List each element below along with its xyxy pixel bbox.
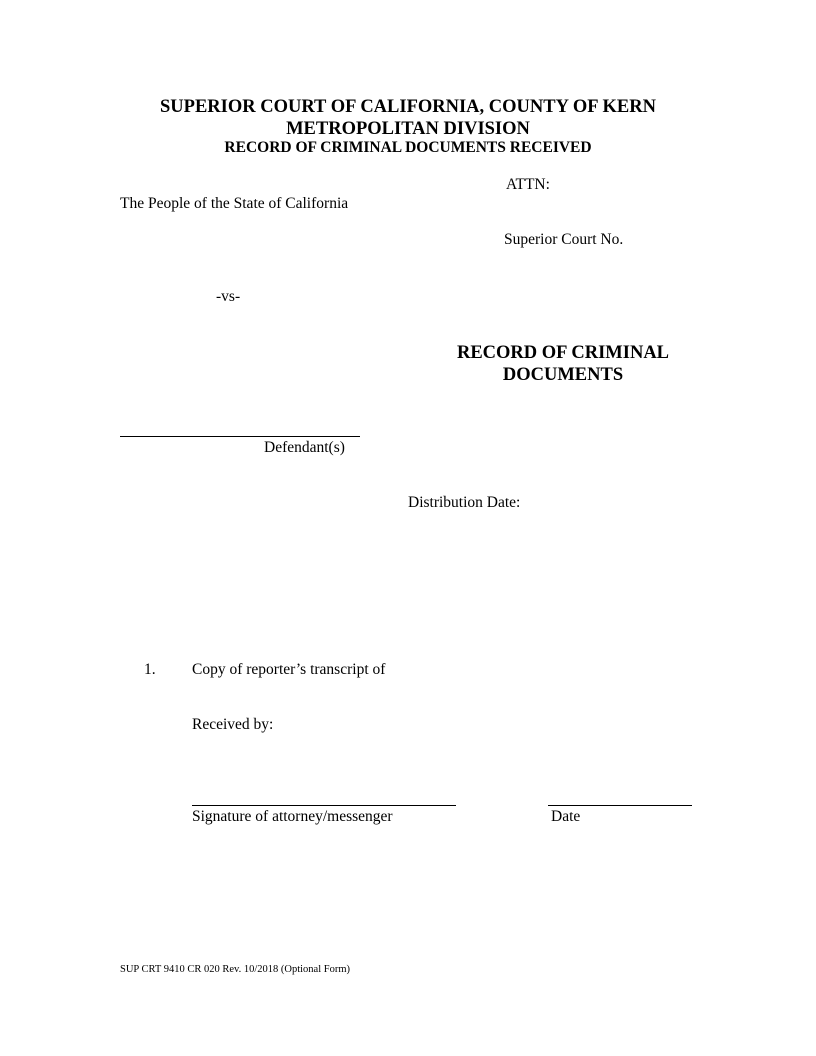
versus-label: -vs- — [216, 288, 241, 305]
date-line — [548, 805, 692, 806]
item-text: Copy of reporter’s transcript of — [192, 661, 386, 678]
signature-line — [192, 805, 456, 806]
received-by-label: Received by: — [192, 716, 274, 733]
defendant-name-line — [120, 436, 360, 437]
distribution-date-label: Distribution Date: — [408, 494, 521, 511]
document-title-line2: DOCUMENTS — [502, 365, 624, 385]
signature-label: Signature of attorney/messenger — [192, 808, 393, 825]
attn-label: ATTN: — [506, 176, 550, 193]
item-number: 1. — [144, 661, 156, 678]
court-number-label: Superior Court No. — [504, 231, 624, 248]
division-heading: METROPOLITAN DIVISION — [286, 119, 530, 139]
date-label: Date — [551, 808, 581, 825]
defendant-label: Defendant(s) — [264, 439, 345, 456]
form-footer-id: SUP CRT 9410 CR 020 Rev. 10/2018 (Optional Form) — [120, 964, 350, 975]
court-name-heading: SUPERIOR COURT OF CALIFORNIA, COUNTY OF KERN — [160, 97, 656, 117]
document-title-line1: RECORD OF CRIMINAL — [456, 343, 670, 363]
plaintiff-name: The People of the State of California — [120, 195, 349, 212]
record-subtitle: RECORD OF CRIMINAL DOCUMENTS RECEIVED — [224, 139, 592, 156]
